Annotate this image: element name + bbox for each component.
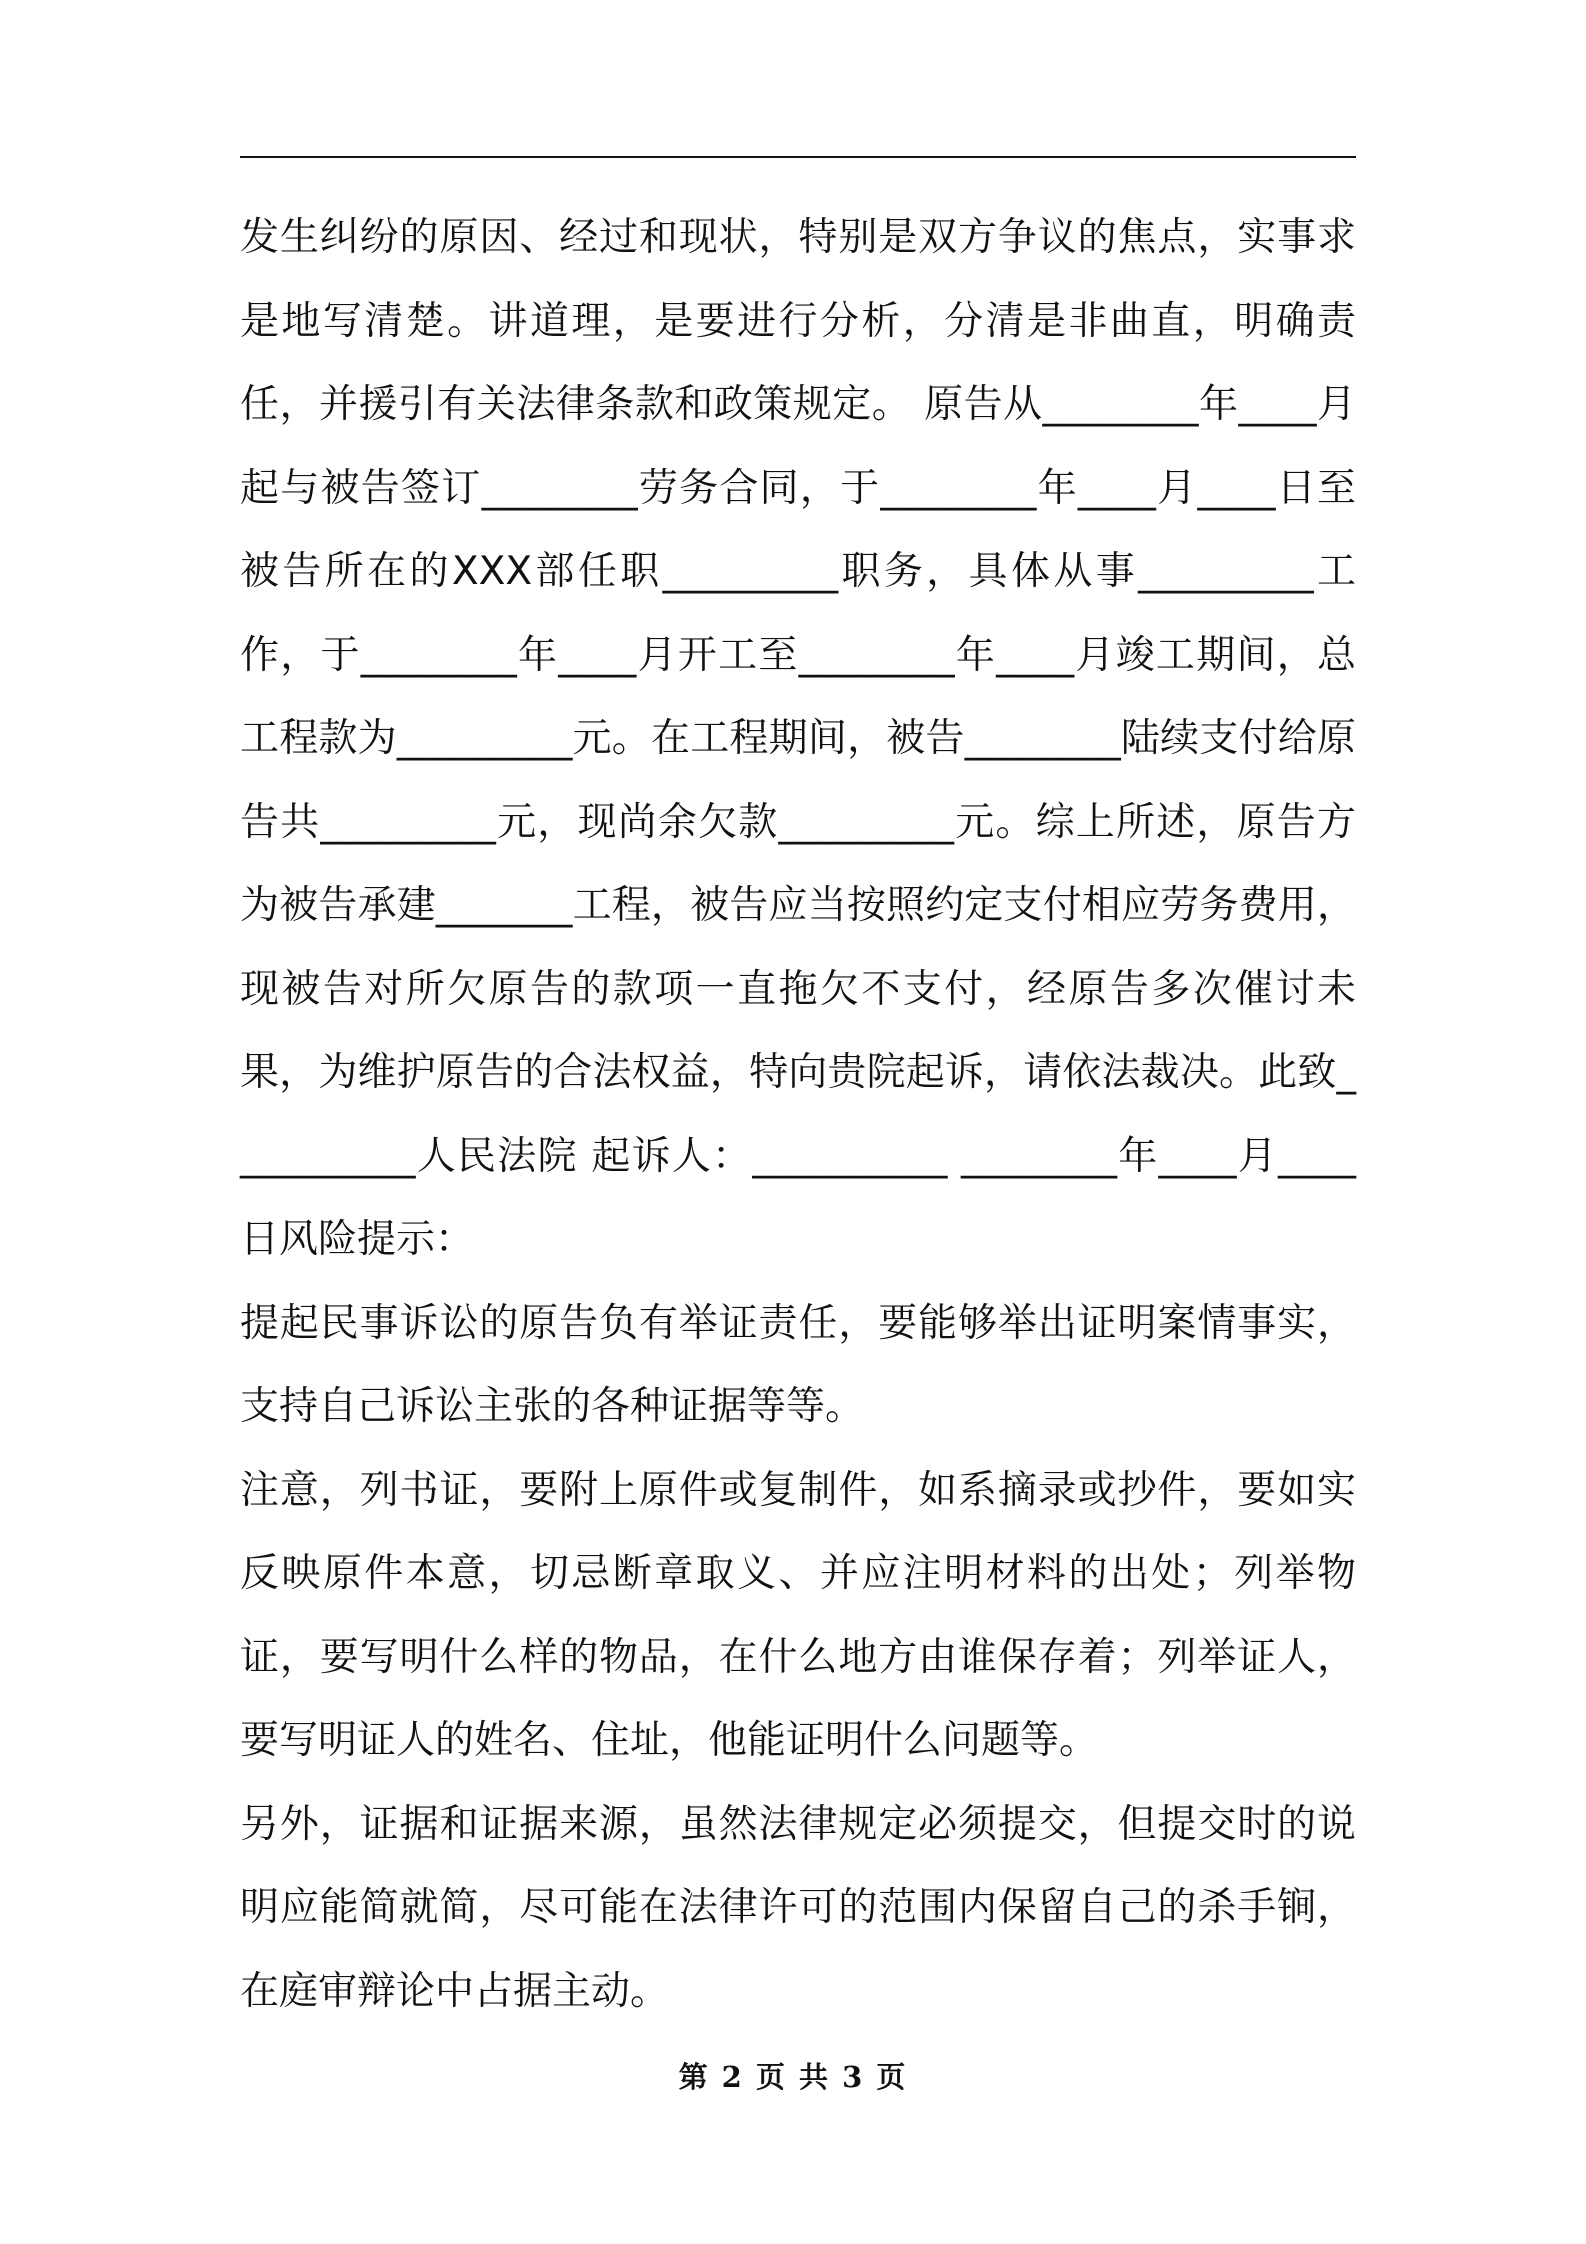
page-number: 第 2 页 共 3 页 <box>678 2060 908 2094</box>
header-rule <box>240 156 1356 158</box>
body-paragraph-2: 提起民事诉讼的原告负有举证责任，要能够举出证明案情事实，支持自己诉讼主张的各种证据等等。 <box>240 1300 1356 1429</box>
body-paragraph-4: 另外，证据和证据来源，虽然法律规定必须提交，但提交时的说明应能简就简，尽可能在法律许可的范围内保留自己的杀手锏，在庭审辩论中占据主动。 <box>240 1801 1356 2014</box>
body-paragraph-3: 注意，列书证，要附上原件或复制件，如系摘录或抄件，要如实反映原件本意，切忌断章取义、并应注明材料的出处；列举物证，要写明什么样的物品，在什么地方由谁保存着；列举证人，要写明证人的姓名、住址，他能证明什么问题等。 <box>240 1467 1356 1763</box>
body-paragraph-1: 发生纠纷的原因、经过和现状，特别是双方争议的焦点，实事求是地写清楚。讲道理，是要进行分析，分清是非曲直，明确责任，并援引有关法律条款和政策规定。 原告从________年____月起与被告签订________劳务合同，于________年____月____日至被告所在的XXX部任职_________职务，具体从事_________工作，于________年____月开工至________年____月竣工期间，总工程款为_________元。在工程期间，被告________陆续支付给原告共_________元，现尚余欠款_________元。综上所述，原告方为被告承建_______工程，被告应当按照约定支付相应劳务费用，现被告对所欠原告的款项一直拖欠不支付，经原告多次催讨未果，为维护原告的合法权益，特向贵院起诉，请依法裁决。此致__________人民法院 起诉人：__________ ________年____月____日风险提示： <box>240 215 1356 1262</box>
document-body <box>240 196 1356 2033</box>
